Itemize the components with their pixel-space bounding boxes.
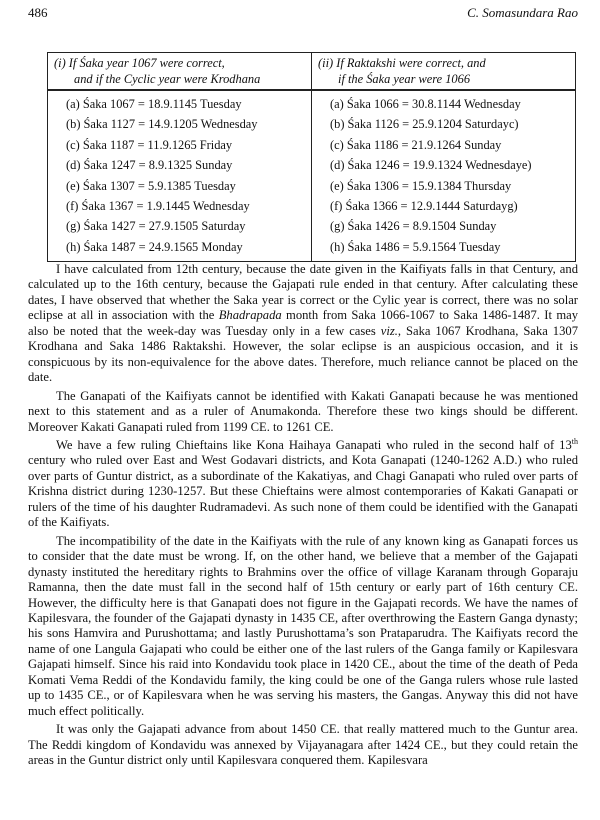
saka-dates-table (47, 52, 576, 262)
table-entry: (d) Śaka 1246 = 19.9.1324 Wednesdaye) (330, 158, 532, 173)
table-body-row (48, 90, 576, 262)
running-head-author: C. Somasundara Rao (467, 5, 578, 20)
page-number: 486 (28, 5, 48, 20)
right-column-entries (312, 90, 576, 262)
table-entry: (c) Śaka 1187 = 11.9.1265 Friday (66, 137, 233, 152)
table-entry: (f) Śaka 1366 = 12.9.1444 Saturdayg) (330, 198, 518, 213)
table-header-row (48, 53, 576, 91)
table-entry: (f) Śaka 1367 = 1.9.1445 Wednesday (66, 198, 250, 213)
table-entry: (h) Śaka 1487 = 24.9.1565 Monday (66, 239, 243, 254)
table-entry: (g) Śaka 1427 = 27.9.1505 Saturday (66, 219, 246, 234)
left-column-entries (48, 90, 312, 262)
table-entry: (d) Śaka 1247 = 8.9.1325 Sunday (66, 158, 233, 173)
body-text (28, 262, 578, 772)
table-entry: (a) Śaka 1066 = 30.8.1144 Wednesday (330, 97, 521, 111)
left-column-heading: (i) If Śaka year 1067 were correct, and if the Cyclic year were Krodhana (48, 53, 312, 91)
right-column-heading: (ii) If Raktakshi were correct, and if the Śaka year were 1066 (312, 53, 576, 91)
table-entry: (b) Śaka 1127 = 14.9.1205 Wednesday (66, 117, 258, 132)
paragraph-eclipse-calculation: I have calculated from 12th century, because the date given in the Kaifiyats falls in that Century, and calculated up to the 16th century, because the Gajapati rule ended in that century. After calculating these dates, I have observed that whether the Saka year is correct or the Cylic year is correct, there was no solar eclipse at all in association with the Bhadrapada month from Saka 1066-1067 to Saka 1486-1487. It may also be noted that the week-day was Tuesday only in a few cases viz., Saka 1067 Krodhana, Saka 1307 Krodhana and Saka 1486 Raktakshi. However, the solar eclipse is an auspicious occasion, and it is conspicuous by its non-equivalence for the above dates. Therefore, much reliance cannot be placed on the date. (28, 262, 578, 385)
table-entry: (e) Śaka 1307 = 5.9.1385 Tuesday (66, 178, 236, 193)
paragraph-gajapati-dynasty: The incompatibility of the date in the Kaifiyats with the rule of any known king as Ganapati forces us to consider that the date must be wrong. If, on the other hand, we believe that a member of the Gajapati dynasty instituted the hereditary rights to Brahmins over the office of village Karanam through Goparaju Ramanna, then the date must fall in the second half of 15th century or early part of 16th century CE. However, the difficulty here is that Ganapati does not figure in the Gajapati records. We have the names of Kapilesvara, the founder of the Gajapati dynasty in 1435 CE, after overthrowing the Eastern Ganga dynasty; his sons Hamvira and Purushottama; and lastly Purushottama’s son Prataparudra. The Kaifiyats record the name of one Langula Gajapati who could be either one of the last rulers of the Ganga family or Kapilesvara Gajapati himself. Since his raid into Kondavidu took place in 1420 CE., about the time of the death of Peda Komati Vema Reddi of the Kondavidu family, the king could be one of the Ganga rulers whose rule lasted up to 1435 CE., or of Kapilesvara when he was serving his masters, the Gangas. Anyway this did not have much effect politically. (28, 533, 578, 718)
table-entry: (e) Śaka 1306 = 15.9.1384 Thursday (330, 178, 512, 193)
table-entry: (b) Śaka 1126 = 25.9.1204 Saturdayc) (330, 117, 519, 132)
table-entry: (a) Śaka 1067 = 18.9.1145 Tuesday (66, 97, 242, 111)
paragraph-gajapati-advance: It was only the Gajapati advance from about 1450 CE. that really mattered much to the Guntur area. The Reddi kingdom of Kondavidu was annexed by Vijayanagara after 1424 CE., but they could retain the areas in the Guntur district only until Kapilesvara conquered them. Kapilesvara (28, 722, 578, 768)
table-entry: (h) Śaka 1486 = 5.9.1564 Tuesday (330, 239, 501, 254)
paragraph-chieftains: We have a few ruling Chieftains like Kona Haihaya Ganapati who ruled in the second half of 13th century who ruled over East and West Godavari districts, and Kota Ganapati (1240-1262 A.D.) who ruled over parts of Guntur district, as a subordinate of the Kakatiyas, and Chagi Ganapati who ruled over parts of Krishna district during 1230-1257. But these Chieftains were almost contemporaries of Kakati Ganapati or rulers of the time of his daughter Rudramadevi. As such none of them could be identified with the Ganapati of the Kaifiyats. (28, 436, 578, 530)
table-entry: (c) Śaka 1186 = 21.9.1264 Sunday (330, 137, 502, 152)
running-header (28, 5, 578, 23)
paragraph-kakati-ganapati: The Ganapati of the Kaifiyats cannot be identified with Kakati Ganapati because he was mentioned next to this statement and as a ruler of Anumakonda. Therefore these two kings should be different. Moreover Kakati Ganapati ruled from 1199 CE. to 1261 CE. (28, 388, 578, 434)
table-entry: (g) Śaka 1426 = 8.9.1504 Sunday (330, 219, 497, 234)
